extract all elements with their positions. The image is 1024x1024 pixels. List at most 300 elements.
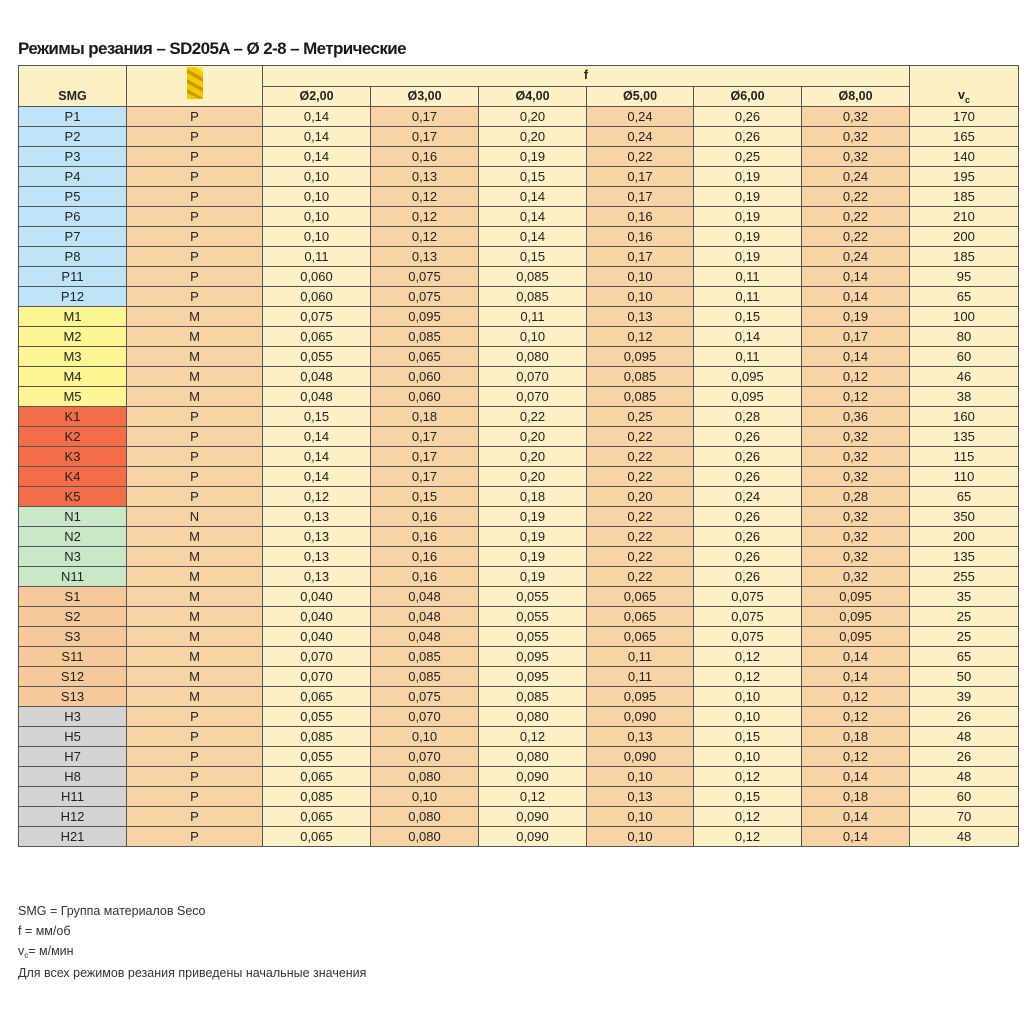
feed-cell: 0,080 bbox=[479, 747, 587, 767]
feed-cell: 0,22 bbox=[587, 447, 694, 467]
feed-cell: 0,13 bbox=[263, 567, 371, 587]
feed-cell: 0,17 bbox=[802, 327, 910, 347]
feed-cell: 0,055 bbox=[263, 707, 371, 727]
feed-cell: 0,26 bbox=[694, 507, 802, 527]
feed-cell: 0,12 bbox=[802, 747, 910, 767]
feed-cell: 0,048 bbox=[371, 627, 479, 647]
feed-cell: 0,26 bbox=[694, 107, 802, 127]
feed-cell: 0,24 bbox=[587, 127, 694, 147]
feed-cell: 0,095 bbox=[587, 347, 694, 367]
feed-cell: 0,070 bbox=[371, 747, 479, 767]
feed-cell: 0,16 bbox=[371, 527, 479, 547]
geometry-cell: M bbox=[127, 387, 263, 407]
table-row bbox=[19, 567, 1019, 587]
geometry-cell: M bbox=[127, 587, 263, 607]
feed-cell: 0,12 bbox=[802, 687, 910, 707]
feed-cell: 0,16 bbox=[371, 547, 479, 567]
geometry-cell: P bbox=[127, 787, 263, 807]
vc-cell: 95 bbox=[910, 267, 1019, 287]
smg-cell: H8 bbox=[19, 767, 127, 787]
table-row bbox=[19, 687, 1019, 707]
vc-cell: 135 bbox=[910, 427, 1019, 447]
feed-cell: 0,095 bbox=[479, 667, 587, 687]
feed-cell: 0,048 bbox=[371, 607, 479, 627]
feed-cell: 0,080 bbox=[371, 807, 479, 827]
feed-cell: 0,25 bbox=[587, 407, 694, 427]
feed-cell: 0,15 bbox=[694, 787, 802, 807]
geometry-cell: P bbox=[127, 807, 263, 827]
feed-cell: 0,16 bbox=[587, 207, 694, 227]
feed-cell: 0,20 bbox=[479, 127, 587, 147]
vc-cell: 185 bbox=[910, 247, 1019, 267]
vc-cell: 100 bbox=[910, 307, 1019, 327]
vc-cell: 200 bbox=[910, 527, 1019, 547]
feed-cell: 0,10 bbox=[694, 747, 802, 767]
feed-cell: 0,14 bbox=[802, 287, 910, 307]
header-f: f bbox=[263, 66, 910, 87]
feed-cell: 0,12 bbox=[371, 187, 479, 207]
feed-cell: 0,11 bbox=[587, 667, 694, 687]
table-row bbox=[19, 107, 1019, 127]
table-row bbox=[19, 647, 1019, 667]
feed-cell: 0,12 bbox=[694, 667, 802, 687]
smg-cell: S12 bbox=[19, 667, 127, 687]
geometry-cell: P bbox=[127, 207, 263, 227]
table-row bbox=[19, 207, 1019, 227]
table-row bbox=[19, 727, 1019, 747]
header-diameter: Ø8,00 bbox=[802, 86, 910, 107]
feed-cell: 0,11 bbox=[694, 267, 802, 287]
smg-cell: P12 bbox=[19, 287, 127, 307]
smg-cell: M3 bbox=[19, 347, 127, 367]
table-row bbox=[19, 747, 1019, 767]
feed-cell: 0,19 bbox=[694, 247, 802, 267]
feed-cell: 0,32 bbox=[802, 447, 910, 467]
feed-cell: 0,36 bbox=[802, 407, 910, 427]
feed-cell: 0,095 bbox=[802, 587, 910, 607]
feed-cell: 0,060 bbox=[371, 387, 479, 407]
smg-cell: S2 bbox=[19, 607, 127, 627]
feed-cell: 0,22 bbox=[587, 547, 694, 567]
feed-cell: 0,19 bbox=[694, 167, 802, 187]
note-f: f = мм/об bbox=[18, 924, 71, 938]
feed-cell: 0,12 bbox=[802, 367, 910, 387]
smg-cell: K4 bbox=[19, 467, 127, 487]
feed-cell: 0,095 bbox=[694, 387, 802, 407]
feed-cell: 0,14 bbox=[479, 187, 587, 207]
feed-cell: 0,12 bbox=[802, 707, 910, 727]
table-row bbox=[19, 407, 1019, 427]
feed-cell: 0,065 bbox=[263, 327, 371, 347]
smg-cell: S11 bbox=[19, 647, 127, 667]
feed-cell: 0,32 bbox=[802, 527, 910, 547]
smg-cell: P8 bbox=[19, 247, 127, 267]
smg-cell: N1 bbox=[19, 507, 127, 527]
vc-cell: 165 bbox=[910, 127, 1019, 147]
feed-cell: 0,080 bbox=[371, 827, 479, 847]
vc-cell: 26 bbox=[910, 707, 1019, 727]
smg-cell: P5 bbox=[19, 187, 127, 207]
geometry-cell: P bbox=[127, 107, 263, 127]
vc-cell: 110 bbox=[910, 467, 1019, 487]
feed-cell: 0,065 bbox=[587, 627, 694, 647]
feed-cell: 0,12 bbox=[802, 387, 910, 407]
feed-cell: 0,17 bbox=[587, 167, 694, 187]
geometry-cell: P bbox=[127, 287, 263, 307]
feed-cell: 0,11 bbox=[263, 247, 371, 267]
smg-cell: P7 bbox=[19, 227, 127, 247]
smg-cell: M2 bbox=[19, 327, 127, 347]
table-row bbox=[19, 827, 1019, 847]
feed-cell: 0,22 bbox=[479, 407, 587, 427]
table-row bbox=[19, 347, 1019, 367]
feed-cell: 0,14 bbox=[802, 667, 910, 687]
feed-cell: 0,17 bbox=[371, 427, 479, 447]
smg-cell: P6 bbox=[19, 207, 127, 227]
vc-cell: 39 bbox=[910, 687, 1019, 707]
geometry-cell: M bbox=[127, 307, 263, 327]
feed-cell: 0,17 bbox=[371, 467, 479, 487]
feed-cell: 0,040 bbox=[263, 607, 371, 627]
feed-cell: 0,14 bbox=[802, 827, 910, 847]
smg-cell: M1 bbox=[19, 307, 127, 327]
vc-cell: 115 bbox=[910, 447, 1019, 467]
table-row bbox=[19, 267, 1019, 287]
feed-cell: 0,040 bbox=[263, 587, 371, 607]
feed-cell: 0,095 bbox=[802, 627, 910, 647]
smg-cell: M4 bbox=[19, 367, 127, 387]
geometry-cell: P bbox=[127, 827, 263, 847]
geometry-cell: P bbox=[127, 267, 263, 287]
feed-cell: 0,048 bbox=[263, 367, 371, 387]
feed-cell: 0,16 bbox=[371, 147, 479, 167]
header-diameter: Ø4,00 bbox=[479, 86, 587, 107]
table-row bbox=[19, 667, 1019, 687]
geometry-cell: P bbox=[127, 767, 263, 787]
feed-cell: 0,16 bbox=[587, 227, 694, 247]
feed-cell: 0,10 bbox=[587, 827, 694, 847]
geometry-cell: P bbox=[127, 407, 263, 427]
feed-cell: 0,12 bbox=[694, 807, 802, 827]
feed-cell: 0,055 bbox=[479, 627, 587, 647]
table-row bbox=[19, 227, 1019, 247]
feed-cell: 0,070 bbox=[371, 707, 479, 727]
feed-cell: 0,14 bbox=[479, 227, 587, 247]
feed-cell: 0,13 bbox=[371, 167, 479, 187]
smg-cell: H11 bbox=[19, 787, 127, 807]
feed-cell: 0,095 bbox=[371, 307, 479, 327]
feed-cell: 0,28 bbox=[694, 407, 802, 427]
smg-cell: P4 bbox=[19, 167, 127, 187]
feed-cell: 0,10 bbox=[263, 207, 371, 227]
feed-cell: 0,26 bbox=[694, 567, 802, 587]
smg-cell: S13 bbox=[19, 687, 127, 707]
feed-cell: 0,26 bbox=[694, 527, 802, 547]
table-row bbox=[19, 587, 1019, 607]
feed-cell: 0,26 bbox=[694, 127, 802, 147]
table-row bbox=[19, 467, 1019, 487]
legend-notes bbox=[18, 901, 366, 983]
note-vc: $v_c= м/мин$ bbox=[18, 944, 74, 960]
feed-cell: 0,14 bbox=[694, 327, 802, 347]
feed-cell: 0,18 bbox=[802, 787, 910, 807]
vc-cell: 60 bbox=[910, 787, 1019, 807]
vc-cell: 65 bbox=[910, 287, 1019, 307]
geometry-cell: M bbox=[127, 547, 263, 567]
smg-cell: M5 bbox=[19, 387, 127, 407]
feed-cell: 0,10 bbox=[587, 767, 694, 787]
feed-cell: 0,18 bbox=[802, 727, 910, 747]
feed-cell: 0,19 bbox=[479, 567, 587, 587]
feed-cell: 0,10 bbox=[587, 807, 694, 827]
feed-cell: 0,19 bbox=[479, 507, 587, 527]
feed-cell: 0,048 bbox=[371, 587, 479, 607]
geometry-cell: P bbox=[127, 187, 263, 207]
feed-cell: 0,15 bbox=[263, 407, 371, 427]
feed-cell: 0,32 bbox=[802, 127, 910, 147]
feed-cell: 0,15 bbox=[479, 167, 587, 187]
feed-cell: 0,14 bbox=[802, 267, 910, 287]
smg-cell: K3 bbox=[19, 447, 127, 467]
table-row bbox=[19, 787, 1019, 807]
feed-cell: 0,10 bbox=[694, 687, 802, 707]
feed-cell: 0,14 bbox=[802, 767, 910, 787]
feed-cell: 0,17 bbox=[371, 107, 479, 127]
feed-cell: 0,26 bbox=[694, 427, 802, 447]
feed-cell: 0,12 bbox=[371, 227, 479, 247]
table-row bbox=[19, 187, 1019, 207]
feed-cell: 0,32 bbox=[802, 567, 910, 587]
feed-cell: 0,14 bbox=[263, 147, 371, 167]
vc-cell: 50 bbox=[910, 667, 1019, 687]
feed-cell: 0,24 bbox=[802, 247, 910, 267]
feed-cell: 0,055 bbox=[263, 747, 371, 767]
feed-cell: 0,19 bbox=[802, 307, 910, 327]
vc-cell: 35 bbox=[910, 587, 1019, 607]
feed-cell: 0,16 bbox=[371, 507, 479, 527]
smg-cell: N3 bbox=[19, 547, 127, 567]
feed-cell: 0,18 bbox=[479, 487, 587, 507]
table-row bbox=[19, 367, 1019, 387]
feed-cell: 0,32 bbox=[802, 507, 910, 527]
feed-cell: 0,075 bbox=[694, 627, 802, 647]
smg-cell: P11 bbox=[19, 267, 127, 287]
feed-cell: 0,13 bbox=[587, 787, 694, 807]
feed-cell: 0,14 bbox=[479, 207, 587, 227]
feed-cell: 0,065 bbox=[263, 687, 371, 707]
feed-cell: 0,055 bbox=[479, 587, 587, 607]
feed-cell: 0,070 bbox=[263, 647, 371, 667]
feed-cell: 0,20 bbox=[479, 427, 587, 447]
header-geometry bbox=[127, 66, 263, 107]
feed-cell: 0,075 bbox=[371, 287, 479, 307]
feed-cell: 0,22 bbox=[587, 427, 694, 447]
feed-cell: 0,24 bbox=[587, 107, 694, 127]
feed-cell: 0,13 bbox=[263, 507, 371, 527]
feed-cell: 0,095 bbox=[694, 367, 802, 387]
table-row bbox=[19, 807, 1019, 827]
feed-cell: 0,11 bbox=[694, 347, 802, 367]
feed-cell: 0,24 bbox=[694, 487, 802, 507]
table-row bbox=[19, 147, 1019, 167]
feed-cell: 0,24 bbox=[802, 167, 910, 187]
vc-cell: 195 bbox=[910, 167, 1019, 187]
vc-cell: 350 bbox=[910, 507, 1019, 527]
header-diameter: Ø2,00 bbox=[263, 86, 371, 107]
feed-cell: 0,048 bbox=[263, 387, 371, 407]
smg-cell: P1 bbox=[19, 107, 127, 127]
feed-cell: 0,13 bbox=[587, 307, 694, 327]
geometry-cell: P bbox=[127, 227, 263, 247]
smg-cell: H3 bbox=[19, 707, 127, 727]
feed-cell: 0,22 bbox=[802, 227, 910, 247]
feed-cell: 0,10 bbox=[587, 267, 694, 287]
feed-cell: 0,075 bbox=[694, 607, 802, 627]
feed-cell: 0,19 bbox=[694, 227, 802, 247]
smg-cell: N2 bbox=[19, 527, 127, 547]
table-row bbox=[19, 307, 1019, 327]
feed-cell: 0,10 bbox=[263, 167, 371, 187]
vc-cell: 25 bbox=[910, 607, 1019, 627]
vc-cell: 48 bbox=[910, 727, 1019, 747]
feed-cell: 0,14 bbox=[263, 107, 371, 127]
smg-cell: H7 bbox=[19, 747, 127, 767]
vc-cell: 60 bbox=[910, 347, 1019, 367]
geometry-cell: M bbox=[127, 347, 263, 367]
vc-cell: 185 bbox=[910, 187, 1019, 207]
feed-cell: 0,060 bbox=[371, 367, 479, 387]
header-smg: SMG bbox=[19, 66, 127, 107]
feed-cell: 0,10 bbox=[371, 787, 479, 807]
feed-cell: 0,12 bbox=[263, 487, 371, 507]
feed-cell: 0,28 bbox=[802, 487, 910, 507]
feed-cell: 0,090 bbox=[587, 707, 694, 727]
note-smg: SMG = Группа материалов Seco bbox=[18, 904, 206, 918]
geometry-cell: P bbox=[127, 147, 263, 167]
feed-cell: 0,070 bbox=[479, 387, 587, 407]
feed-cell: 0,15 bbox=[694, 727, 802, 747]
feed-cell: 0,10 bbox=[263, 187, 371, 207]
feed-cell: 0,080 bbox=[479, 707, 587, 727]
smg-cell: N11 bbox=[19, 567, 127, 587]
feed-cell: 0,085 bbox=[479, 267, 587, 287]
feed-cell: 0,055 bbox=[263, 347, 371, 367]
vc-cell: 70 bbox=[910, 807, 1019, 827]
feed-cell: 0,085 bbox=[371, 667, 479, 687]
note-initial: Для всех режимов резания приведены начальные значения bbox=[18, 966, 367, 980]
vc-cell: 46 bbox=[910, 367, 1019, 387]
feed-cell: 0,10 bbox=[263, 227, 371, 247]
feed-cell: 0,13 bbox=[371, 247, 479, 267]
feed-cell: 0,090 bbox=[479, 807, 587, 827]
feed-cell: 0,095 bbox=[587, 687, 694, 707]
table-row bbox=[19, 487, 1019, 507]
geometry-cell: M bbox=[127, 607, 263, 627]
geometry-cell: M bbox=[127, 627, 263, 647]
feed-cell: 0,22 bbox=[587, 567, 694, 587]
geometry-cell: N bbox=[127, 507, 263, 527]
table-row bbox=[19, 287, 1019, 307]
geometry-cell: P bbox=[127, 127, 263, 147]
feed-cell: 0,15 bbox=[371, 487, 479, 507]
feed-cell: 0,17 bbox=[587, 187, 694, 207]
geometry-cell: P bbox=[127, 427, 263, 447]
smg-cell: K2 bbox=[19, 427, 127, 447]
feed-cell: 0,065 bbox=[263, 767, 371, 787]
table-row bbox=[19, 707, 1019, 727]
table-row bbox=[19, 427, 1019, 447]
feed-cell: 0,14 bbox=[263, 447, 371, 467]
geometry-cell: M bbox=[127, 527, 263, 547]
vc-cell: 38 bbox=[910, 387, 1019, 407]
geometry-cell: P bbox=[127, 167, 263, 187]
feed-cell: 0,13 bbox=[263, 547, 371, 567]
feed-cell: 0,065 bbox=[371, 347, 479, 367]
feed-cell: 0,065 bbox=[263, 807, 371, 827]
geometry-cell: P bbox=[127, 487, 263, 507]
geometry-cell: P bbox=[127, 707, 263, 727]
feed-cell: 0,19 bbox=[694, 187, 802, 207]
geometry-cell: P bbox=[127, 467, 263, 487]
feed-cell: 0,22 bbox=[587, 507, 694, 527]
feed-cell: 0,32 bbox=[802, 107, 910, 127]
vc-cell: 65 bbox=[910, 647, 1019, 667]
geometry-cell: M bbox=[127, 687, 263, 707]
feed-cell: 0,085 bbox=[479, 287, 587, 307]
feed-cell: 0,090 bbox=[479, 767, 587, 787]
vc-cell: 135 bbox=[910, 547, 1019, 567]
feed-cell: 0,085 bbox=[263, 787, 371, 807]
feed-cell: 0,10 bbox=[694, 707, 802, 727]
table-row bbox=[19, 327, 1019, 347]
feed-cell: 0,22 bbox=[587, 147, 694, 167]
vc-cell: 48 bbox=[910, 827, 1019, 847]
vc-cell: 170 bbox=[910, 107, 1019, 127]
feed-cell: 0,070 bbox=[479, 367, 587, 387]
feed-cell: 0,085 bbox=[371, 327, 479, 347]
vc-cell: 48 bbox=[910, 767, 1019, 787]
feed-cell: 0,085 bbox=[587, 367, 694, 387]
feed-cell: 0,095 bbox=[802, 607, 910, 627]
geometry-cell: P bbox=[127, 247, 263, 267]
table-row bbox=[19, 387, 1019, 407]
vc-cell: 160 bbox=[910, 407, 1019, 427]
feed-cell: 0,075 bbox=[694, 587, 802, 607]
feed-cell: 0,15 bbox=[694, 307, 802, 327]
feed-cell: 0,14 bbox=[263, 127, 371, 147]
feed-cell: 0,12 bbox=[479, 727, 587, 747]
feed-cell: 0,13 bbox=[587, 727, 694, 747]
smg-cell: H21 bbox=[19, 827, 127, 847]
feed-cell: 0,22 bbox=[587, 467, 694, 487]
feed-cell: 0,085 bbox=[587, 387, 694, 407]
feed-cell: 0,20 bbox=[479, 467, 587, 487]
feed-cell: 0,32 bbox=[802, 547, 910, 567]
feed-cell: 0,17 bbox=[587, 247, 694, 267]
table-row bbox=[19, 547, 1019, 567]
vc-cell: 80 bbox=[910, 327, 1019, 347]
feed-cell: 0,10 bbox=[479, 327, 587, 347]
table-row bbox=[19, 527, 1019, 547]
feed-cell: 0,14 bbox=[802, 647, 910, 667]
header-vc: $v_c$ bbox=[910, 66, 1019, 107]
feed-cell: 0,090 bbox=[479, 827, 587, 847]
header-diameter: Ø6,00 bbox=[694, 86, 802, 107]
feed-cell: 0,17 bbox=[371, 127, 479, 147]
table-row bbox=[19, 167, 1019, 187]
feed-cell: 0,19 bbox=[694, 207, 802, 227]
feed-cell: 0,25 bbox=[694, 147, 802, 167]
